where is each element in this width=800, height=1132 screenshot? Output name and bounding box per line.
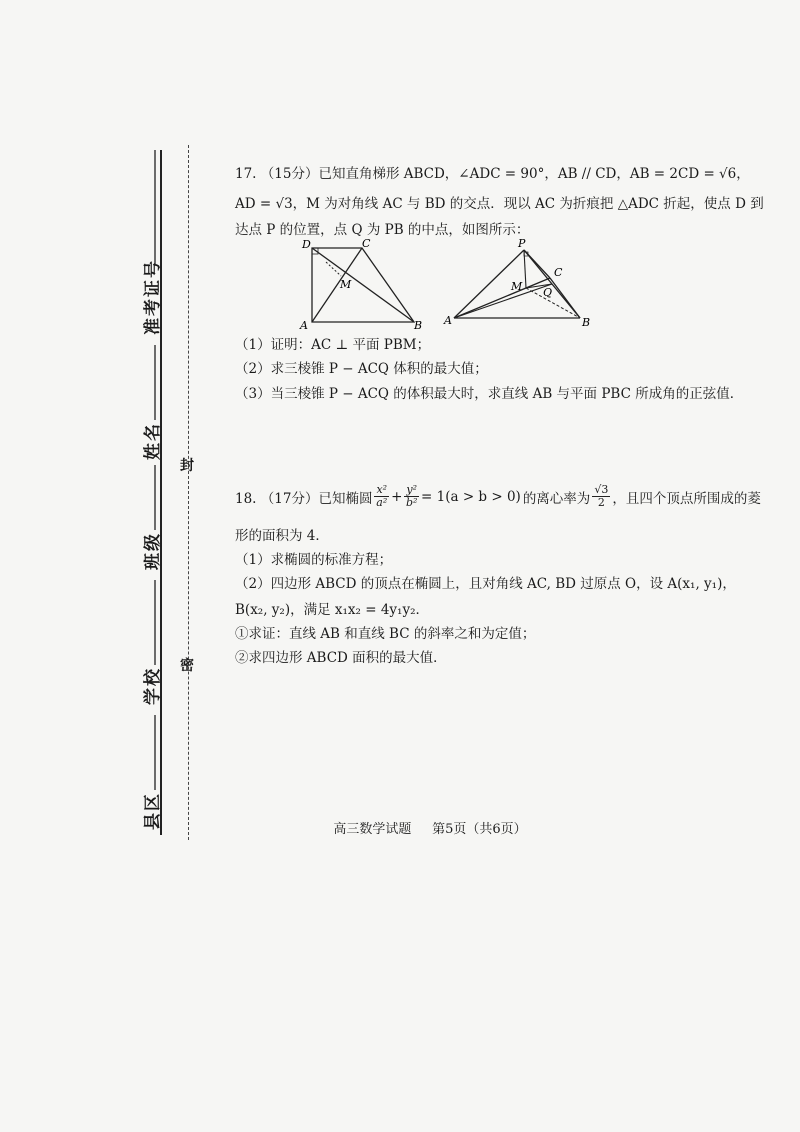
q17-line1: 17. （15分）已知直角梯形 ABCD，∠ADC = 90°，AB // CD，AB = 2CD = √6， [235,166,750,182]
q18-part2: （2）四边形 ABCD 的顶点在椭圆上，且对角线 AC, BD 过原点 O，设 A(x₁, y₁)， [235,576,736,592]
q18-line1 [235,484,761,509]
q17-figure-pyramid [440,236,600,331]
q18-suffix: ，且四个顶点所围成的菱 [612,490,761,507]
q17-part1: （1）证明：AC ⊥ 平面 PBM； [235,337,431,353]
q18-line2: 形的面积为 4． [235,528,329,544]
field-name: 姓名 [143,422,163,460]
q18-plus: + [391,488,403,505]
fig2-label-A: A [444,314,452,327]
q18-sub1: ①求证：直线 AB 和直线 BC 的斜率之和为定值； [235,626,536,642]
q18-part1: （1）求椭圆的标准方程； [235,552,393,568]
q18-eq-tail: = 1(a > b > 0) [421,488,521,505]
field-county: 县区 [143,792,163,830]
fig1-label-D: D [302,238,311,251]
q17-line2: AD = √3，M 为对角线 AC 与 BD 的交点．现以 AC 为折痕把 △ADC 折起，使点 D 到 [235,196,764,212]
q17-figure-trapezoid [296,236,426,331]
seal-char-mi: 密 [180,658,194,674]
q18-sub2: ②求四边形 ABCD 面积的最大值． [235,650,447,666]
fig1-label-C: C [362,237,371,250]
fig2-label-C: C [554,266,563,279]
field-exam-number: 准考证号 [143,259,163,335]
q18-frac2-num: y² [406,483,418,496]
footer-page-number: 第5页（共6页） [432,822,527,837]
q18-ecc-num: √3 [594,483,609,496]
fig2-label-P: P [518,237,526,250]
fig1-label-B: B [414,319,423,331]
fig2-label-B: B [582,316,591,329]
page-footer [0,818,800,837]
seal-char-feng: 封 [180,458,194,474]
q17-part3: （3）当三棱锥 P − ACQ 的体积最大时，求直线 AB 与平面 PBC 所成角的正弦值． [235,386,744,402]
q18-frac1-num: x² [376,483,388,496]
field-blank-lines [130,140,170,840]
q18-part2b: B(x₂, y₂)，满足 x₁x₂ = 4y₁y₂． [235,602,430,618]
q18-mid: 的离心率为 [522,490,591,507]
q18-frac1-den: a² [376,496,388,510]
q18-ecc-den: 2 [597,496,605,510]
fig1-label-A: A [300,319,308,331]
field-school: 学校 [143,667,163,705]
fig1-label-M: M [340,278,352,291]
fig2-label-Q: Q [543,286,553,299]
field-class: 班级 [143,532,163,570]
fig2-label-M: M [511,280,523,293]
q18-prefix: 18. （17分）已知椭圆 [235,490,373,507]
q17-part2: （2）求三棱锥 P − ACQ 体积的最大值； [235,361,488,377]
q17-line3: 达点 P 的位置，点 Q 为 PB 的中点，如图所示： [235,222,530,238]
footer-subject: 高三数学试题 [333,822,412,837]
seal-dashed-line [188,145,189,840]
q18-frac2-den: b² [405,496,418,510]
